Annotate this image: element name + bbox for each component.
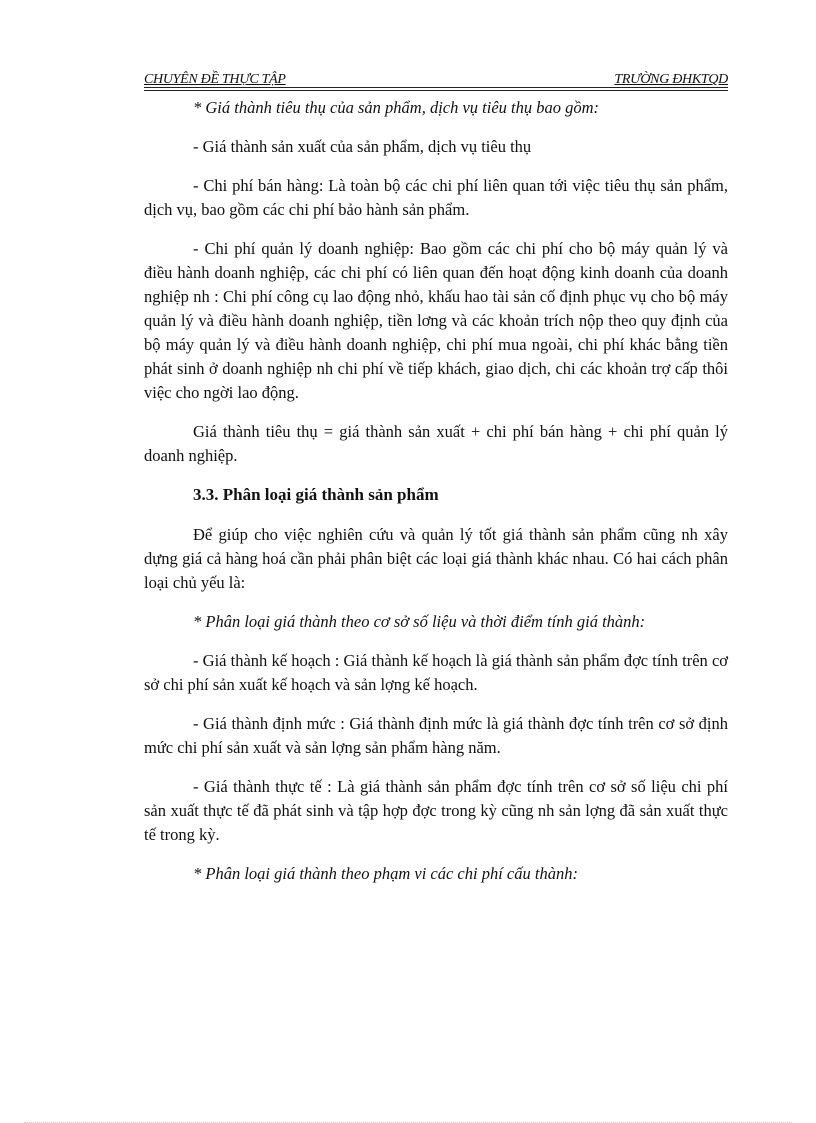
- paragraph-standard-cost: - Giá thành định mức : Giá thành định mức là giá thành đợc tính trên cơ sở định mức chi phí sản xuất và sản lợng sản phẩm hàng năm.: [144, 714, 728, 757]
- paragraph-production-cost: - Giá thành sản xuất của sản phẩm, dịch vụ tiêu thụ: [193, 137, 532, 156]
- paragraph-actual-cost: - Giá thành thực tế : Là giá thành sản phẩm đợc tính trên cơ sở số liệu chi phí sản xuất thực tế đã phát sinh và tập hợp đợc trong kỳ cũng nh sản lợng đã sản xuất thực tế trong kỳ.: [144, 777, 728, 844]
- section-heading-3-3: 3.3. Phân loại giá thành sản phẩm: [193, 485, 439, 504]
- paragraph-consumption-cost-intro: * Giá thành tiêu thụ của sản phẩm, dịch vụ tiêu thụ bao gồm:: [193, 98, 600, 117]
- paragraph-classification-by-data: * Phân loại giá thành theo cơ sở số liệu và thời điểm tính giá thành:: [193, 612, 646, 631]
- header-rule: [144, 87, 728, 88]
- header-left-title: CHUYÊN ĐỀ THỰC TẬP: [144, 72, 286, 87]
- paragraph-classification-by-scope: * Phân loại giá thành theo phạm vi các chi phí cấu thành:: [193, 864, 578, 883]
- document-body: [144, 96, 728, 901]
- header-right-title: TRƯỜNG ĐHKTQD: [614, 72, 728, 87]
- paragraph-selling-cost: - Chi phí bán hàng: Là toàn bộ các chi phí liên quan tới việc tiêu thụ sản phẩm, dịch vụ, bao gồm các chi phí bảo hành sản phẩm.: [144, 176, 728, 219]
- header-rule-secondary: [144, 90, 728, 91]
- paragraph-consumption-formula: Giá thành tiêu thụ = giá thành sản xuất + chi phí bán hàng + chi phí quản lý doanh nghiệp.: [144, 422, 728, 465]
- paragraph-classification-intro: Để giúp cho việc nghiên cứu và quản lý tốt giá thành sản phẩm cũng nh xây dựng giá cả hàng hoá cần phải phân biệt các loại giá thành khác nhau. Có hai cách phân loại chủ yếu là:: [144, 525, 728, 592]
- paragraph-management-cost: - Chi phí quản lý doanh nghiệp: Bao gồm các chi phí cho bộ máy quản lý và điều hành doanh nghiệp, các chi phí có liên quan đến hoạt động kinh doanh của doanh nghiệp nh : Chi phí công cụ lao động nhỏ, khấu hao tài sản cố định phục vụ cho bộ máy quản lý và điều hành doanh nghiệp, tiền lơng và các khoản trích nộp theo quy định của bộ máy quản lý và điều hành doanh nghiệp, chi phí mua ngoài, chi phí khác bằng tiền phát sinh ở doanh nghiệp nh chi phí về tiếp khách, giao dịch, chi các khoản trợ cấp thôi việc cho ngời lao động.: [144, 239, 728, 402]
- paragraph-planned-cost: - Giá thành kế hoạch : Giá thành kế hoạch là giá thành sản phẩm đợc tính trên cơ sở chi phí sản xuất kế hoạch và sản lợng kế hoạch.: [144, 651, 728, 694]
